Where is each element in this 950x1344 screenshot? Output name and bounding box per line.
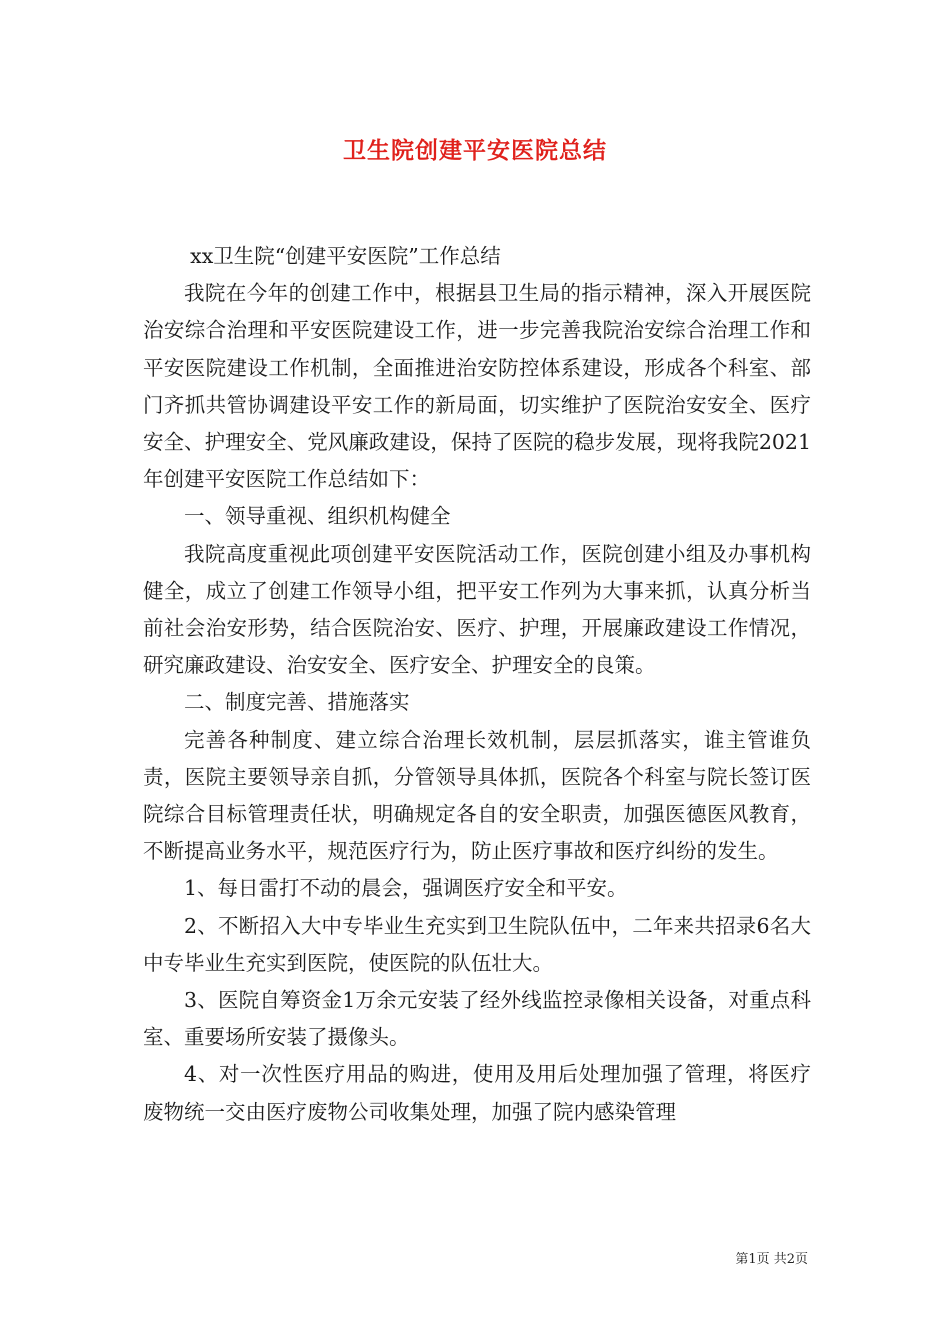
section-2-paragraph: 完善各种制度、建立综合治理长效机制，层层抓落实，谁主管谁负责，医院主要领导亲自抓，分管领导具体抓，医院各个科室与院长签订医院综合目标管理责任状，明确规定各自的安全职责，加强医德医风教育，不断提高业务水平，规范医疗行为，防止医疗事故和医疗纠纷的发生。 (143, 727, 811, 864)
list-item-1: 1、每日雷打不动的晨会，强调医疗安全和平安。 (184, 876, 628, 901)
document-title: 卫生院创建平安医院总结 (343, 138, 607, 164)
list-item-4: 4、对一次性医疗用品的购进，使用及用后处理加强了管理，将医疗废物统一交由医疗废物公司收集处理，加强了院内感染管理 (143, 1062, 811, 1124)
page-number-footer: 第1页 共2页 (735, 1252, 808, 1267)
document-body (143, 238, 811, 1131)
subtitle-paragraph: xx卫生院“创建平安医院”工作总结 (190, 244, 501, 268)
list-item-2: 2、不断招入大中专毕业生充实到卫生院队伍中，二年来共招录6名大中专毕业生充实到医院，使医院的队伍壮大。 (143, 913, 811, 975)
section-heading-2: 二、制度完善、措施落实 (184, 690, 410, 715)
intro-paragraph: 我院在今年的创建工作中，根据县卫生局的指示精神，深入开展医院治安综合治理和平安医院建设工作，进一步完善我院治安综合治理工作和平安医院建设工作机制，全面推进治安防控体系建设，形成各个科室、部门齐抓共管协调建设平安工作的新局面，切实维护了医院治安安全、医疗安全、护理安全、党风廉政建设，保持了医院的稳步发展，现将我院2021年创建平安医院工作总结如下： (143, 281, 811, 492)
list-item-3: 3、医院自筹资金1万余元安装了经外线监控录像相关设备，对重点科室、重要场所安装了摄像头。 (143, 988, 811, 1050)
section-heading-1: 一、领导重视、组织机构健全 (184, 504, 451, 529)
section-1-paragraph: 我院高度重视此项创建平安医院活动工作，医院创建小组及办事机构健全，成立了创建工作领导小组，把平安工作列为大事来抓，认真分析当前社会治安形势，结合医院治安、医疗、护理，开展廉政建设工作情况，研究廉政建设、治安安全、医疗安全、护理安全的良策。 (143, 541, 811, 678)
